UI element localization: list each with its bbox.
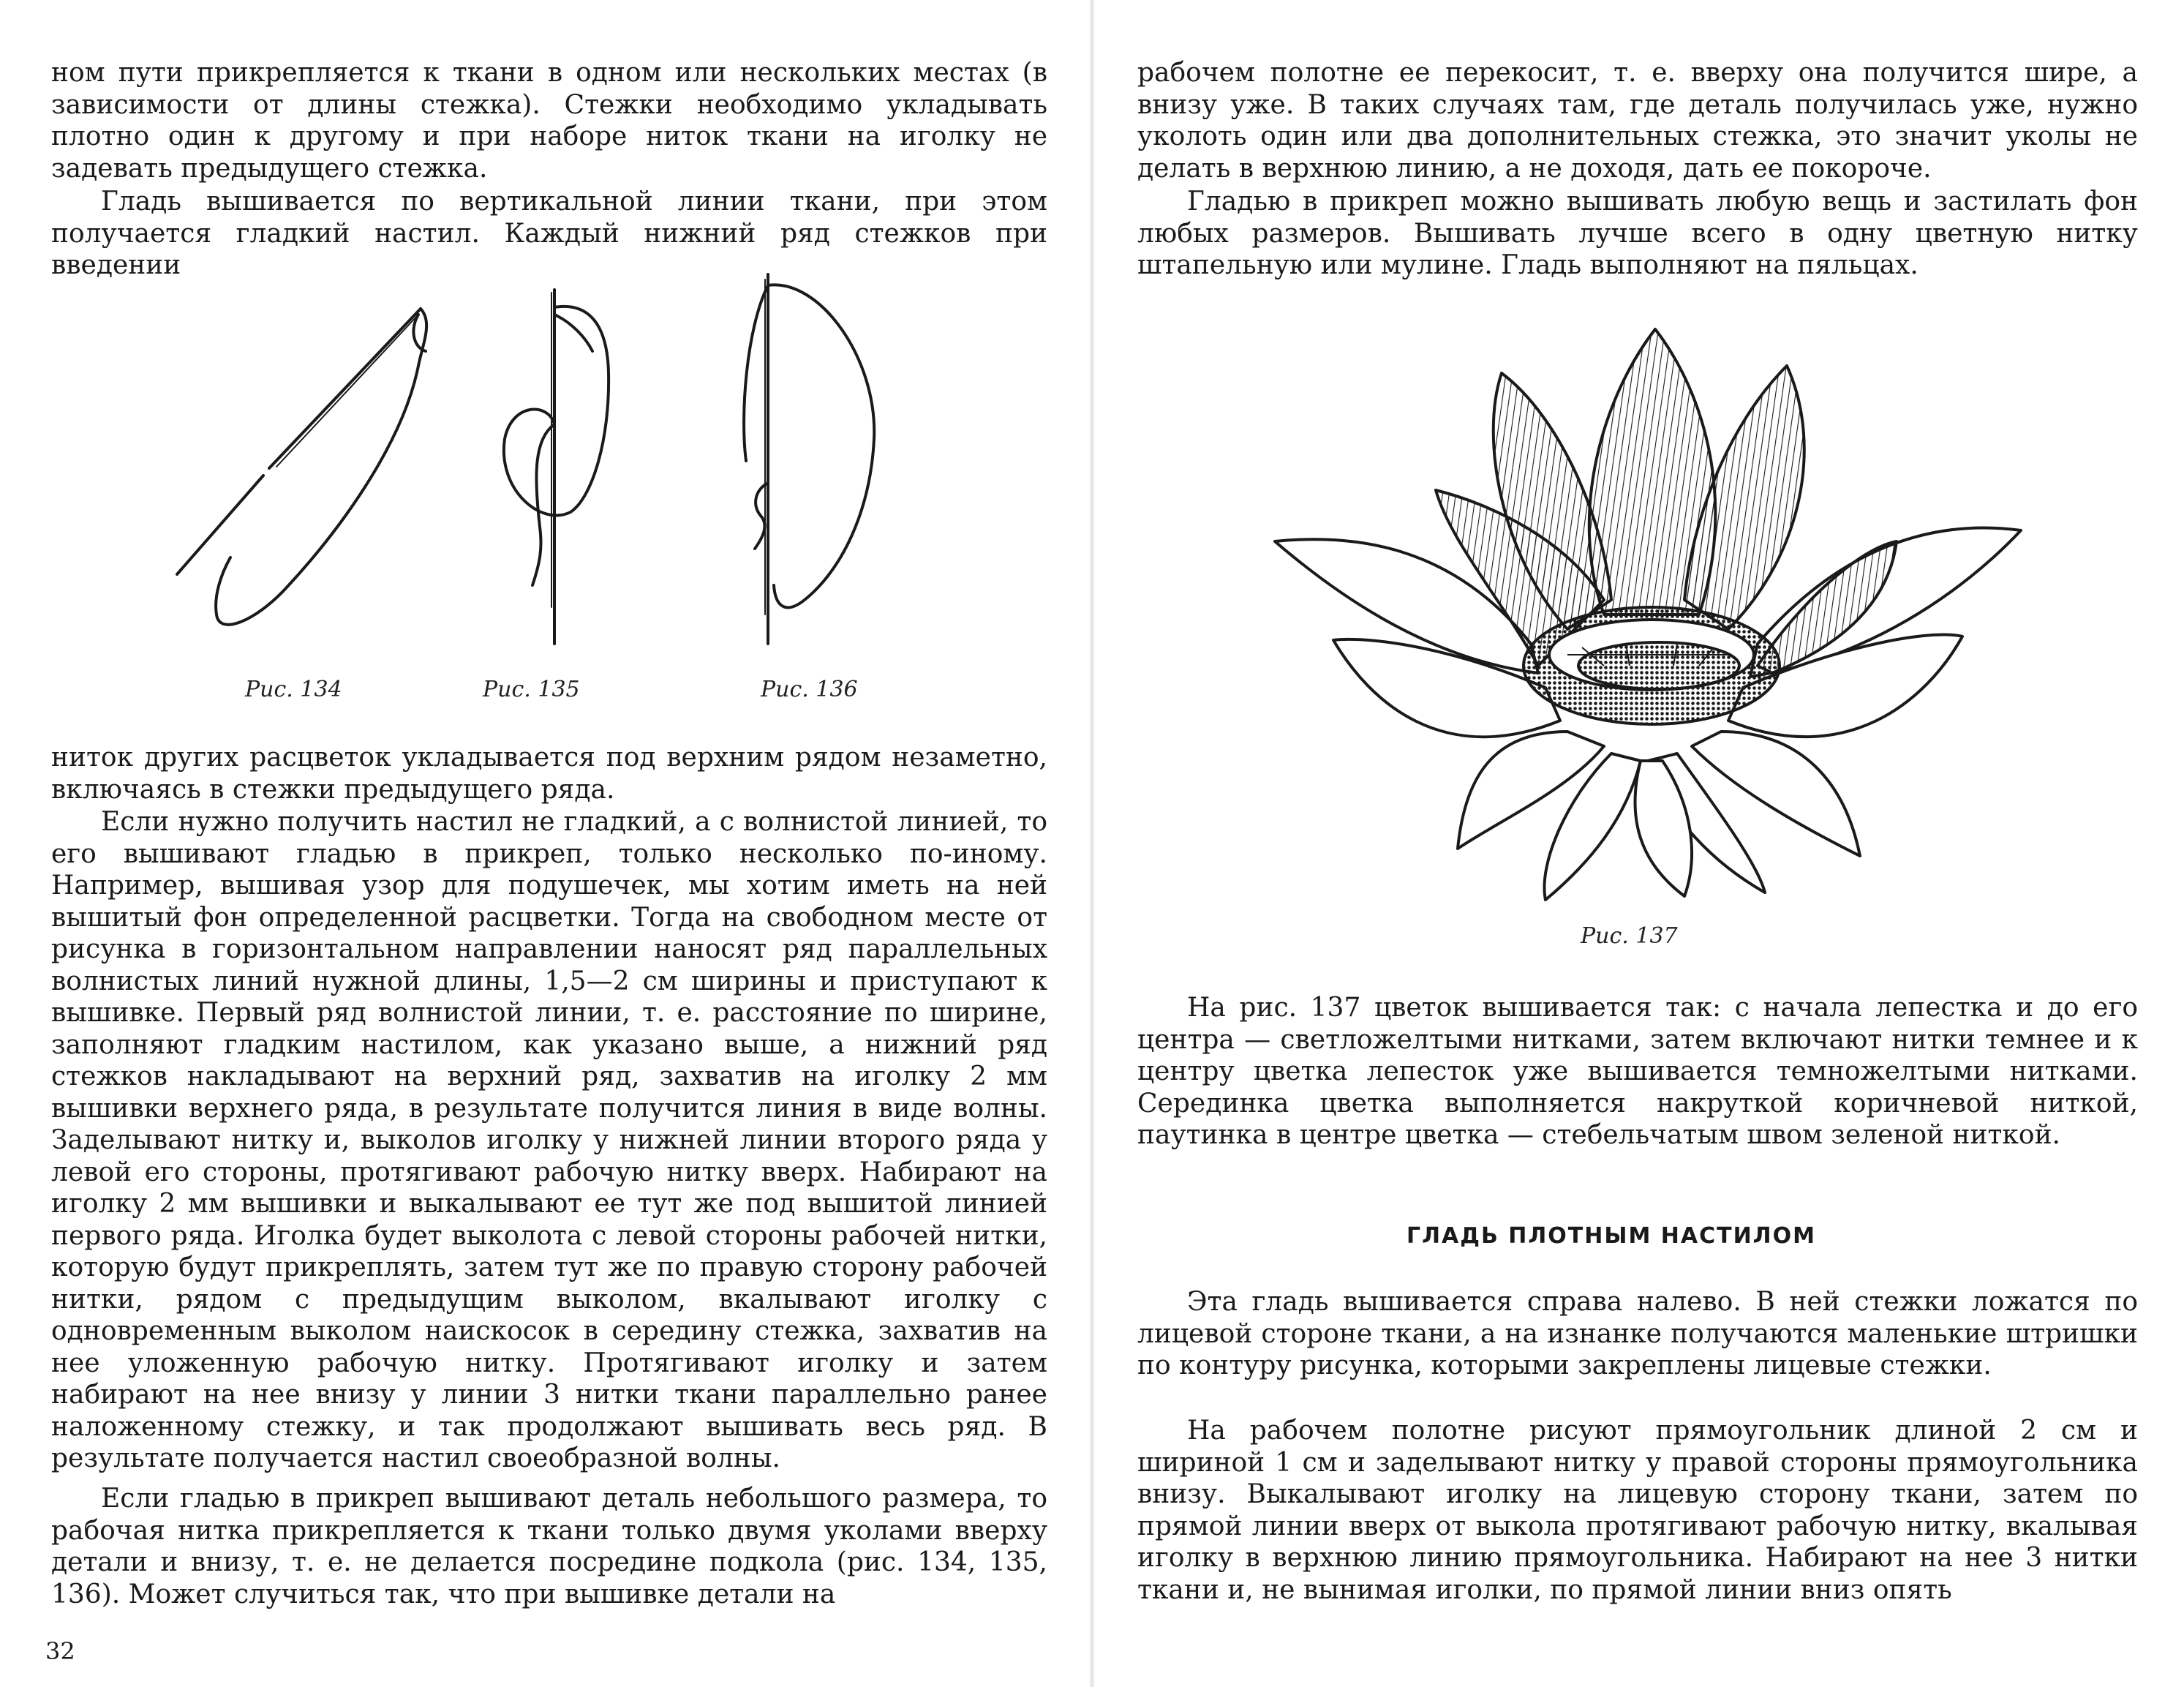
figure-137-caption: Рис. 137 [1581, 923, 1678, 949]
right-page [1092, 0, 2184, 1687]
left-paragraph-4: Если нужно получить настил не гладкий, а с волнистой линией, то его вышивают гладью в прикреп, только несколько по-иному. Например, вышивая узор для подушечек, мы хотим иметь на ней вышитый фон определенной расцветки. Тогда на свободном месте от рисунка в горизонтальном направлении наносят ряд параллельных волнистых линий нужной длины, 1,5—2 см ширины и приступают к вышивке. Первый ряд волнистой линии, т. е. расстояние по ширине, заполняют гладким настилом, как указано выше, а нижний ряд стежков накладывают на верхний ряд, захватив на иголку 2 мм вышивки верхнего ряда, в результате получится линия в виде волны. Заделывают нитку и, выколов иголку у нижней линии второго ряда у левой его стороны, протягивают рабочую нитку вверх. Набирают на иголку 2 мм вышивки и выкалывают ее тут же под вышитой линией первого ряда. Иголка будет выколота с левой стороны рабочей нитки, которую будут прикреплять, затем тут же по правую сторону рабочей нитки, рядом с предыдущим выколом, вкалывают иголку с одновременным выколом наискосок в середину стежка, захватив на нее уложенную рабочую нитку. Протягивают иголку и затем набирают на нее внизу у линии 3 нитки ткани параллельно ранее наложенному стежку, и так продолжают вышивать весь ряд. В результате получается настил своеобразной волны. [51, 807, 1047, 1473]
right-paragraph-5: На рабочем полотне рисуют прямоугольник длиной 2 см и шириной 1 см и заделывают нитку у правой стороны прямоугольника внизу. Выкалывают иголку на лицевую сторону ткани, затем по прямой линии вверх от выкола протягивают рабочую нитку, вкалывая иголку в верхнюю линию прямоугольника. Набирают на нее 3 нитки ткани и, не вынимая иголки, по прямой линии вниз опять [1137, 1416, 2138, 1605]
section-heading: ГЛАДЬ ПЛОТНЫМ НАСТИЛОМ [1407, 1223, 1816, 1249]
figure-135-caption: Рис. 135 [483, 677, 580, 702]
right-paragraph-1: рабочем полотне ее перекосит, т. е. вверху она получится шире, а внизу уже. В таких случаях там, где деталь получилась уже, нужно уколоть один или два дополнительных стежка, это значит уколы не делать в верхнюю линию, а не доходя, дать ее покороче. [1137, 58, 2138, 184]
right-paragraph-2: Гладью в прикреп можно вышивать любую вещь и застилать фон любых размеров. Вышивать лучше всего в одну цветную нитку штапельную или мулине. Гладь выполняют на пяльцах. [1137, 187, 2138, 280]
page-number: 32 [45, 1637, 75, 1665]
figure-136-needle-illustration [717, 271, 907, 651]
figure-136-caption: Рис. 136 [761, 677, 858, 702]
left-paragraph-1: ном пути прикрепляется к ткани в одном или нескольких местах (в зависимости от длины стежка). Стежки необходимо укладывать плотно один к другому и при наборе ниток ткани на иголку не задевать предыдущего стежка. [51, 58, 1047, 184]
right-paragraph-3: На рис. 137 цветок вышивается так: с начала лепестка и до его центра — светложелтыми нитками, затем включают нитки темнее и к центру цветка лепесток уже вышивается темножелтыми нитками. Серединка цветка выполняется накруткой коричневой ниткой, паутинка в центре цветка — стебельчатым швом зеленой ниткой. [1137, 993, 2138, 1150]
figure-135-needle-illustration [483, 285, 658, 666]
figure-134-needle-illustration [161, 293, 453, 673]
figure-134-caption: Рис. 134 [245, 677, 342, 702]
left-paragraph-3: ниток других расцветок укладывается под верхним рядом незаметно, включаясь в стежки предыдущего ряда. [51, 743, 1047, 805]
left-paragraph-5: Если гладью в прикреп вышивают деталь небольшого размера, то рабочая нитка прикрепляется к ткани только двумя уколами вверху детали и внизу, т. е. не делается посредине подкола (рис. 134, 135, 136). Может случиться так, что при вышивке детали на [51, 1484, 1047, 1609]
left-paragraph-2: Гладь вышивается по вертикальной линии ткани, при этом получается гладкий настил. Каждый нижний ряд стежков при введении [51, 187, 1047, 280]
right-paragraph-4: Эта гладь вышивается справа налево. В ней стежки ложатся по лицевой стороне ткани, а на изнанке получаются маленькие штришки по контуру рисунка, которыми закреплены лицевые стежки. [1137, 1287, 2138, 1380]
figure-137-flower-illustration [1260, 322, 2036, 900]
